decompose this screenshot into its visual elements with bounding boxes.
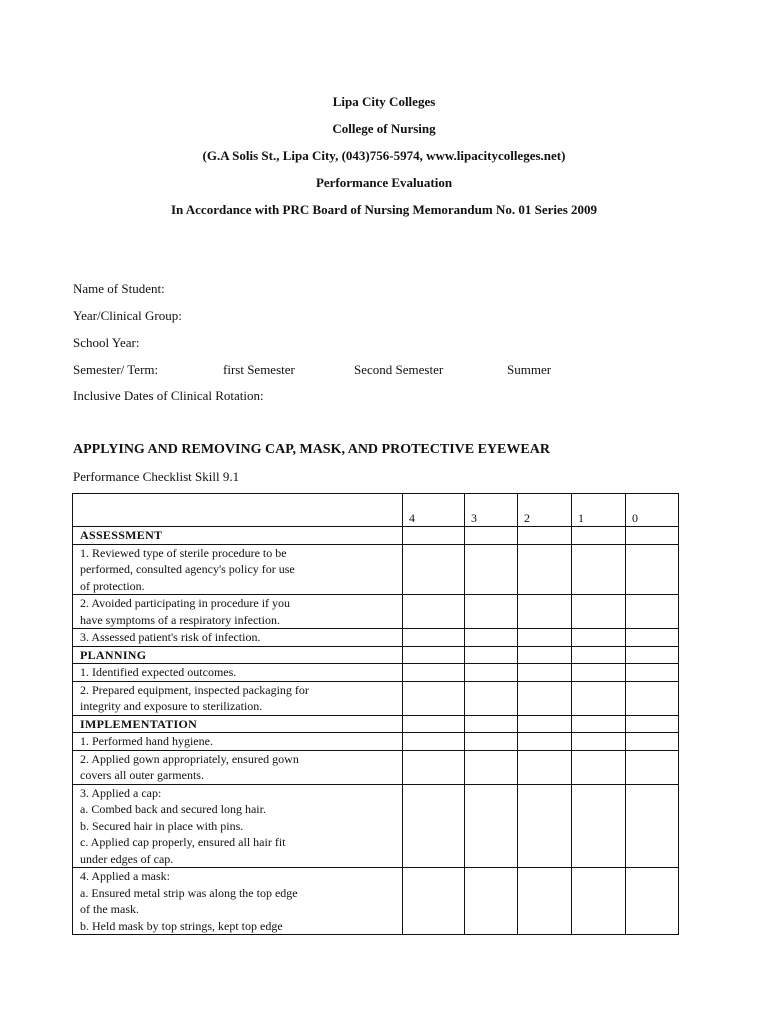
- score-cell[interactable]: [626, 629, 679, 647]
- score-4-header: 4: [403, 494, 465, 527]
- score-cell[interactable]: [403, 595, 465, 629]
- category-assessment: ASSESSMENT: [73, 527, 403, 545]
- table-row: [73, 868, 679, 935]
- table-row: [73, 664, 679, 682]
- item-text: 3. Applied a cap: a. Combed back and secured long hair. b. Secured hair in place with pins. c. Applied cap properly, ensured all hair fit under edges of cap.: [80, 785, 286, 866]
- table-row: [73, 681, 679, 715]
- table-row: [73, 733, 679, 751]
- score-cell[interactable]: [518, 664, 572, 682]
- score-cell[interactable]: [572, 733, 626, 751]
- score-cell[interactable]: [572, 664, 626, 682]
- score-cell[interactable]: [572, 681, 626, 715]
- score-cell[interactable]: [518, 784, 572, 868]
- institution-name: Lipa City Colleges: [332, 94, 436, 109]
- score-cell[interactable]: [465, 681, 518, 715]
- item-text: 1. Performed hand hygiene.: [80, 734, 213, 748]
- score-cell[interactable]: [626, 664, 679, 682]
- checklist-subtitle: Performance Checklist Skill 9.1: [73, 469, 240, 484]
- year-group-label: Year/Clinical Group:: [73, 308, 182, 323]
- score-cell[interactable]: [465, 784, 518, 868]
- item-text: 3. Assessed patient's risk of infection.: [80, 630, 261, 644]
- score-cell[interactable]: [626, 646, 679, 664]
- header-blank-cell: [73, 494, 403, 527]
- score-cell[interactable]: [572, 544, 626, 595]
- score-cell[interactable]: [572, 646, 626, 664]
- item-text: 2. Prepared equipment, inspected packaging for integrity and exposure to sterilization.: [80, 682, 309, 713]
- score-cell[interactable]: [465, 750, 518, 784]
- item-text: 4. Applied a mask: a. Ensured metal strip was along the top edge of the mask. b. Held mask by top strings, kept top edge: [80, 869, 298, 933]
- score-cell[interactable]: [403, 681, 465, 715]
- score-cell[interactable]: [403, 784, 465, 868]
- score-0-header: 0: [626, 494, 679, 527]
- score-cell[interactable]: [465, 664, 518, 682]
- score-cell[interactable]: [572, 595, 626, 629]
- score-cell[interactable]: [626, 784, 679, 868]
- performance-checklist-table: [72, 493, 679, 935]
- item-text: 1. Identified expected outcomes.: [80, 665, 237, 679]
- score-cell[interactable]: [572, 715, 626, 733]
- score-cell[interactable]: [572, 750, 626, 784]
- checklist-item: [73, 868, 403, 935]
- score-cell[interactable]: [465, 629, 518, 647]
- category-row-assessment: [73, 527, 679, 545]
- checklist-item: [73, 595, 403, 629]
- score-cell[interactable]: [518, 868, 572, 935]
- item-text: 2. Avoided participating in procedure if you have symptoms of a respiratory infection.: [80, 596, 291, 627]
- score-cell[interactable]: [465, 544, 518, 595]
- category-row-implementation: [73, 715, 679, 733]
- category-row-planning: [73, 646, 679, 664]
- score-cell[interactable]: [626, 544, 679, 595]
- document-title: Performance Evaluation: [315, 175, 453, 190]
- score-cell[interactable]: [403, 544, 465, 595]
- score-cell[interactable]: [403, 646, 465, 664]
- checklist-item: [73, 733, 403, 751]
- table-row: [73, 544, 679, 595]
- score-cell[interactable]: [572, 784, 626, 868]
- score-cell[interactable]: [465, 733, 518, 751]
- skill-title: APPLYING AND REMOVING CAP, MASK, AND PROTECTIVE EYEWEAR: [73, 442, 550, 457]
- score-cell[interactable]: [626, 868, 679, 935]
- semester-option-second: Second Semester: [354, 362, 444, 377]
- checklist-item: [73, 544, 403, 595]
- checklist-item: [73, 664, 403, 682]
- category-planning: PLANNING: [73, 646, 403, 664]
- item-text: 1. Reviewed type of sterile procedure to be performed, consulted agency's policy for use of protection.: [80, 545, 295, 593]
- checklist-item: [73, 784, 403, 868]
- score-cell[interactable]: [403, 733, 465, 751]
- score-cell[interactable]: [518, 750, 572, 784]
- score-2-header: 2: [518, 494, 572, 527]
- score-cell[interactable]: [518, 733, 572, 751]
- score-header-row: [73, 494, 679, 527]
- score-cell[interactable]: [518, 629, 572, 647]
- score-cell[interactable]: [626, 527, 679, 545]
- score-cell[interactable]: [626, 750, 679, 784]
- score-cell[interactable]: [465, 595, 518, 629]
- college-name: College of Nursing: [332, 121, 436, 136]
- score-1-header: 1: [572, 494, 626, 527]
- score-cell[interactable]: [572, 527, 626, 545]
- score-3-header: 3: [465, 494, 518, 527]
- score-cell[interactable]: [572, 868, 626, 935]
- score-cell[interactable]: [518, 681, 572, 715]
- score-cell[interactable]: [403, 629, 465, 647]
- table-row: [73, 784, 679, 868]
- score-cell[interactable]: [403, 664, 465, 682]
- score-cell[interactable]: [572, 629, 626, 647]
- score-cell[interactable]: [518, 715, 572, 733]
- score-cell[interactable]: [626, 733, 679, 751]
- rotation-dates-label: Inclusive Dates of Clinical Rotation:: [73, 388, 264, 403]
- checklist-item: [73, 750, 403, 784]
- score-cell[interactable]: [518, 646, 572, 664]
- table-row: [73, 750, 679, 784]
- score-cell[interactable]: [465, 527, 518, 545]
- document-reference: In Accordance with PRC Board of Nursing Memorandum No. 01 Series 2009: [170, 202, 598, 217]
- score-cell[interactable]: [465, 646, 518, 664]
- score-cell[interactable]: [465, 715, 518, 733]
- category-implementation: IMPLEMENTATION: [73, 715, 403, 733]
- institution-address: (G.A Solis St., Lipa City, (043)756-5974, www.lipacitycolleges.net): [202, 148, 566, 163]
- table-row: [73, 629, 679, 647]
- score-cell[interactable]: [403, 750, 465, 784]
- school-year-label: School Year:: [73, 335, 140, 350]
- score-cell[interactable]: [626, 715, 679, 733]
- score-cell[interactable]: [626, 681, 679, 715]
- score-cell[interactable]: [518, 527, 572, 545]
- checklist-item: [73, 629, 403, 647]
- item-text: 2. Applied gown appropriately, ensured gown covers all outer garments.: [80, 751, 299, 782]
- table-row: [73, 595, 679, 629]
- score-cell[interactable]: [518, 595, 572, 629]
- score-cell[interactable]: [403, 868, 465, 935]
- semester-option-summer: Summer: [507, 362, 552, 377]
- score-cell[interactable]: [403, 715, 465, 733]
- semester-label: Semester/ Term:: [73, 362, 159, 377]
- score-cell[interactable]: [518, 544, 572, 595]
- semester-option-first: first Semester: [223, 362, 295, 377]
- student-name-label: Name of Student:: [73, 281, 165, 296]
- score-cell[interactable]: [465, 868, 518, 935]
- score-cell[interactable]: [626, 595, 679, 629]
- score-cell[interactable]: [403, 527, 465, 545]
- checklist-item: [73, 681, 403, 715]
